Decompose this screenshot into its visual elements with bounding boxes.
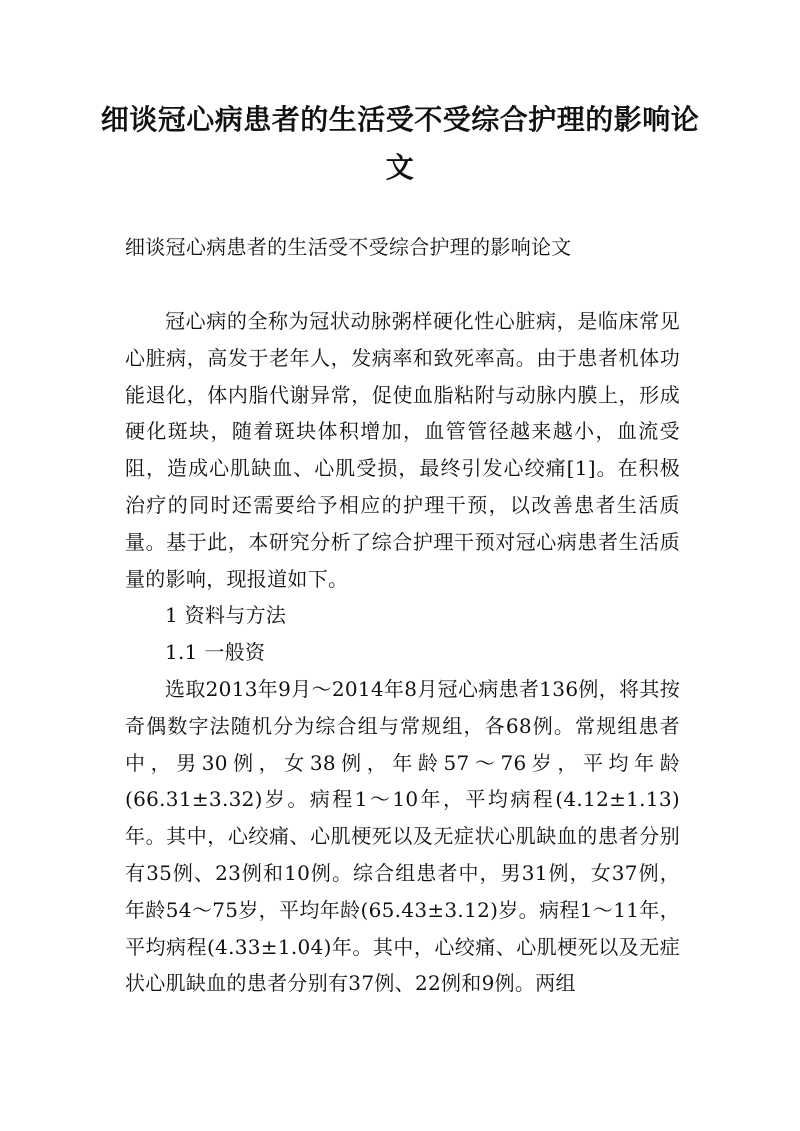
- document-body: [125, 303, 680, 1002]
- document-title: 细谈冠心病患者的生活受不受综合护理的影响论文: [100, 103, 700, 184]
- section-heading-1: 1 资料与方法: [165, 603, 287, 628]
- methods-paragraph: 选取2013年9月～2014年8月冠心病患者136例，将其按奇偶数字法随机分为综合组与常规组，各68例。常规组患者中，男30例，女38例，年龄57～76岁，平均年龄(66.31±3.32)岁。病程1～10年，平均病程(4.12±1.13)年。其中，心绞痛、心肌梗死以及无症状心肌缺血的患者分别有35例、23例和10例。综合组患者中，男31例，女37例，年龄54～75岁，平均年龄(65.43±3.12)岁。病程1～11年，平均病程(4.33±1.04)年。其中，心绞痛、心肌梗死以及无症状心肌缺血的患者分别有37例、22例和9例。两组: [125, 676, 680, 996]
- subsection-heading-1-1: 1.1 一般资: [165, 640, 266, 665]
- intro-paragraph: 冠心病的全称为冠状动脉粥样硬化性心脏病，是临床常见心脏病，高发于老年人，发病率和致死率高。由于患者机体功能退化，体内脂代谢异常，促使血脂粘附与动脉内膜上，形成硬化斑块，随着斑块体积增加，血管管径越来越小，血流受阻，造成心肌缺血、心肌受损，最终引发心绞痛[1]。在积极治疗的同时还需要给予相应的护理干预，以改善患者生活质量。基于此，本研究分析了综合护理干预对冠心病患者生活质量的影响，现报道如下。: [125, 309, 680, 591]
- document-subtitle: 细谈冠心病患者的生活受不受综合护理的影响论文: [125, 235, 572, 259]
